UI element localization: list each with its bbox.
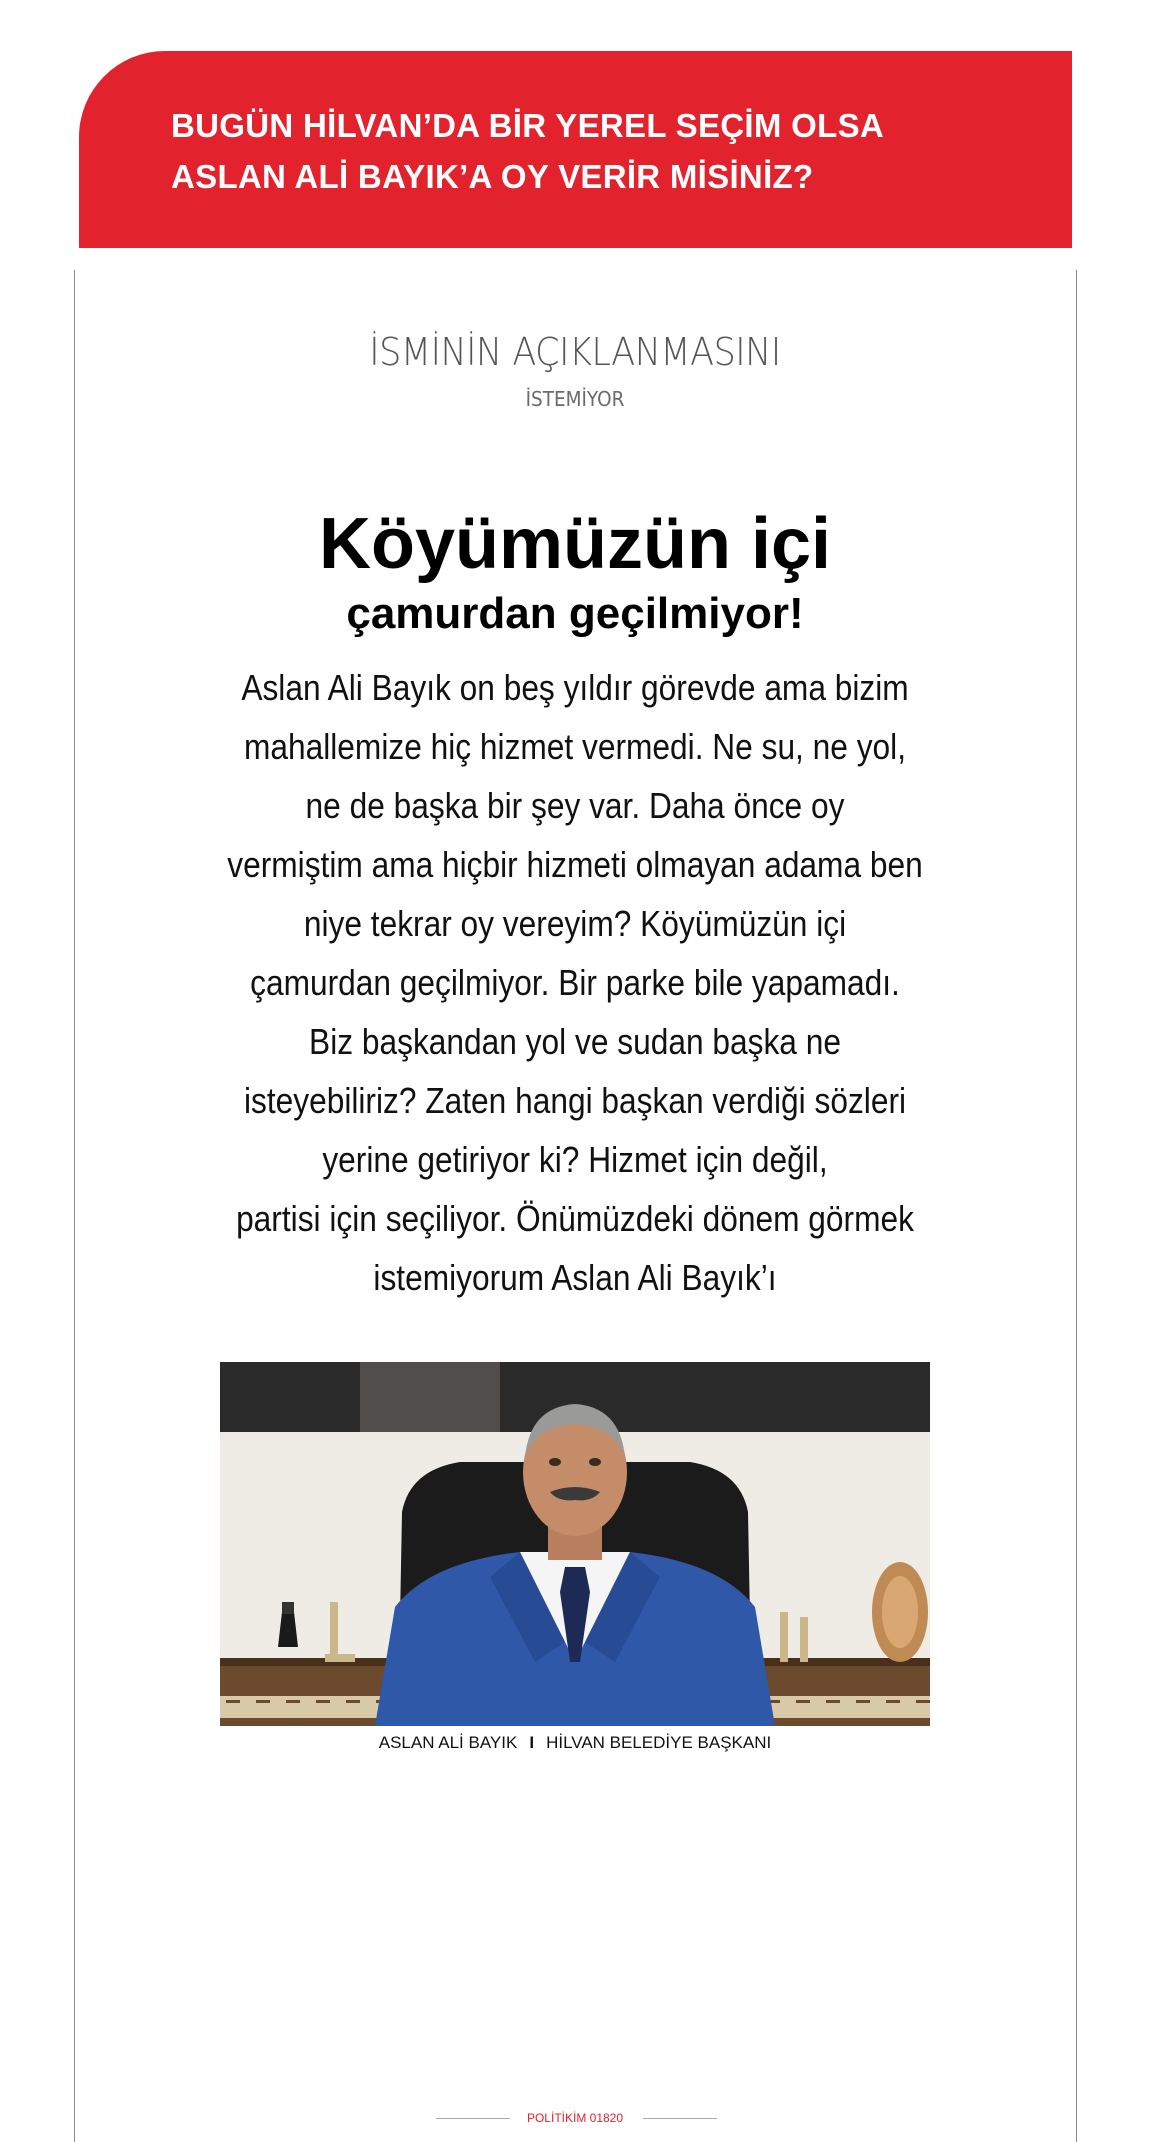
body-line: niye tekrar oy vereyim? Köyümüzün içi bbox=[303, 903, 847, 944]
caption-separator: I bbox=[529, 1733, 535, 1752]
banner-question-line-2: ASLAN ALİ BAYIK’A OY VERİR MİSİNİZ? bbox=[171, 158, 814, 195]
body-line: yerine getiriyor ki? Hizmet için değil, bbox=[322, 1139, 828, 1180]
body-line: partisi için seçiliyor. Önümüzdeki dönem görmek bbox=[236, 1198, 914, 1239]
body-line: mahallemize hiç hizmet vermedi. Ne su, ne yol, bbox=[243, 726, 907, 767]
footer-page-label: POLİTİKİM 01820 bbox=[526, 2111, 624, 2125]
body-line: ne de başka bir şey var. Daha önce oy bbox=[305, 785, 845, 826]
portrait-photo bbox=[220, 1362, 930, 1726]
article-headline: Köyümüzün içi bbox=[318, 504, 831, 584]
body-line: Biz başkandan yol ve sudan başka ne bbox=[309, 1021, 841, 1062]
caption-name: ASLAN ALİ BAYIK bbox=[378, 1733, 518, 1752]
source-name: İSMİNİN AÇIKLANMASINI bbox=[369, 330, 781, 374]
banner-question-line-1: BUGÜN HİLVAN’DA BİR YEREL SEÇİM OLSA bbox=[171, 107, 885, 144]
photo-caption bbox=[0, 1733, 1150, 1753]
article-subheadline: çamurdan geçilmiyor! bbox=[346, 589, 804, 638]
caption-title: HİLVAN BELEDİYE BAŞKANI bbox=[546, 1733, 772, 1752]
body-line: çamurdan geçilmiyor. Bir parke bile yapamadı. bbox=[250, 962, 900, 1003]
body-line: Aslan Ali Bayık on beş yıldır görevde ama bizim bbox=[241, 667, 909, 708]
body-line: istemiyorum Aslan Ali Bayık’ı bbox=[373, 1257, 777, 1298]
source-note: İSTEMİYOR bbox=[525, 387, 625, 411]
body-line: vermiştim ama hiçbir hizmeti olmayan adama ben bbox=[227, 844, 923, 885]
body-line: isteyebiliriz? Zaten hangi başkan verdiği sözleri bbox=[243, 1080, 907, 1121]
headline-banner bbox=[79, 51, 1072, 248]
